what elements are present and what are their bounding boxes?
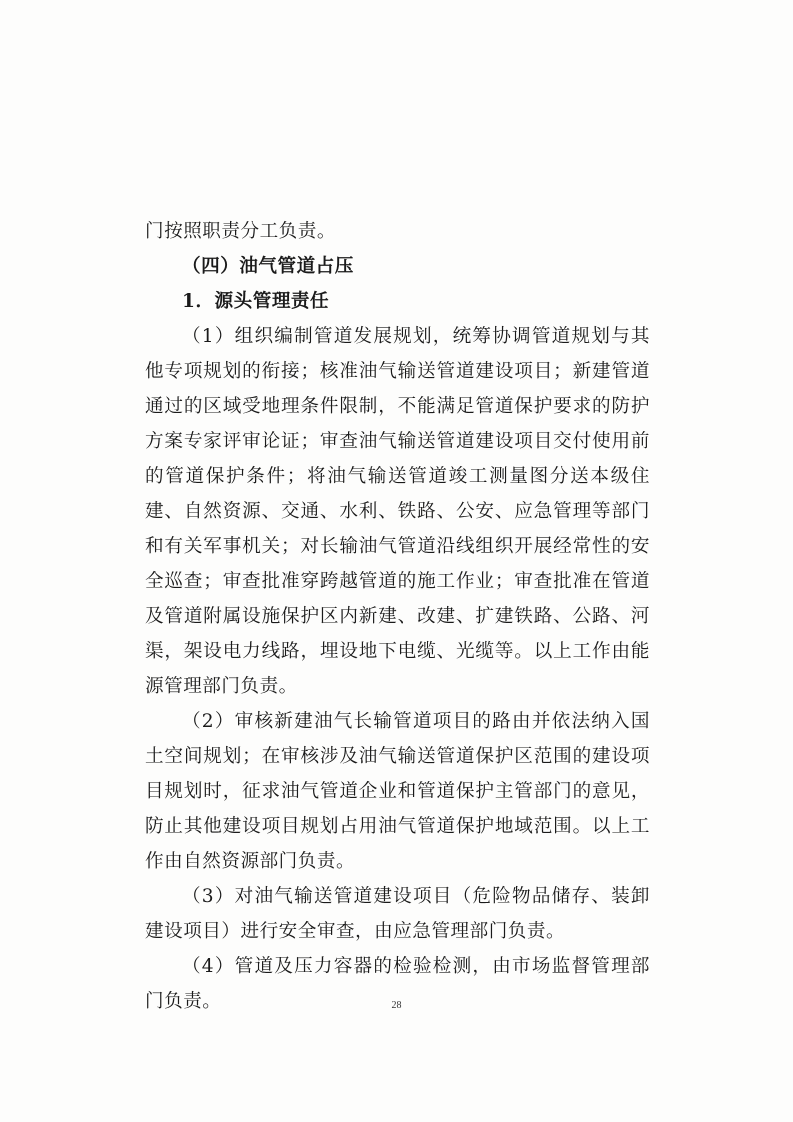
section-heading: （四）油气管道占压	[182, 256, 354, 277]
paragraph-item-4: （4）管道及压力容器的检验检测，由市场监督管理部门负责。	[145, 956, 650, 1012]
subsection-heading: 1．源头管理责任	[182, 291, 330, 312]
paragraph-item-3: （3）对油气输送管道建设项目（危险物品储存、装卸建设项目）进行安全审查，由应急管理部门负责。	[145, 886, 650, 942]
paragraph-continuation: 门按照职责分工负责。	[145, 221, 336, 242]
document-body	[145, 214, 650, 1019]
paragraph-item-2: （2）审核新建油气长输管道项目的路由并依法纳入国土空间规划；在审核涉及油气输送管道保护区范围的建设项目规划时，征求油气管道企业和管道保护主管部门的意见，防止其他建设项目规划占用油气管道保护地域范围。以上工作由自然资源部门负责。	[145, 711, 650, 872]
paragraph-item-1: （1）组织编制管道发展规划，统筹协调管道规划与其他专项规划的衔接；核准油气输送管道建设项目；新建管道通过的区域受地理条件限制，不能满足管道保护要求的防护方案专家评审论证；审查油气输送管道建设项目交付使用前的管道保护条件；将油气输送管道竣工测量图分送本级住建、自然资源、交通、水利、铁路、公安、应急管理等部门和有关军事机关；对长输油气管道沿线组织开展经常性的安全巡查；审查批准穿跨越管道的施工作业；审查批准在管道及管道附属设施保护区内新建、改建、扩建铁路、公路、河渠，架设电力线路，埋设地下电缆、光缆等。以上工作由能源管理部门负责。	[145, 326, 650, 697]
page-number: 28	[391, 1000, 402, 1011]
